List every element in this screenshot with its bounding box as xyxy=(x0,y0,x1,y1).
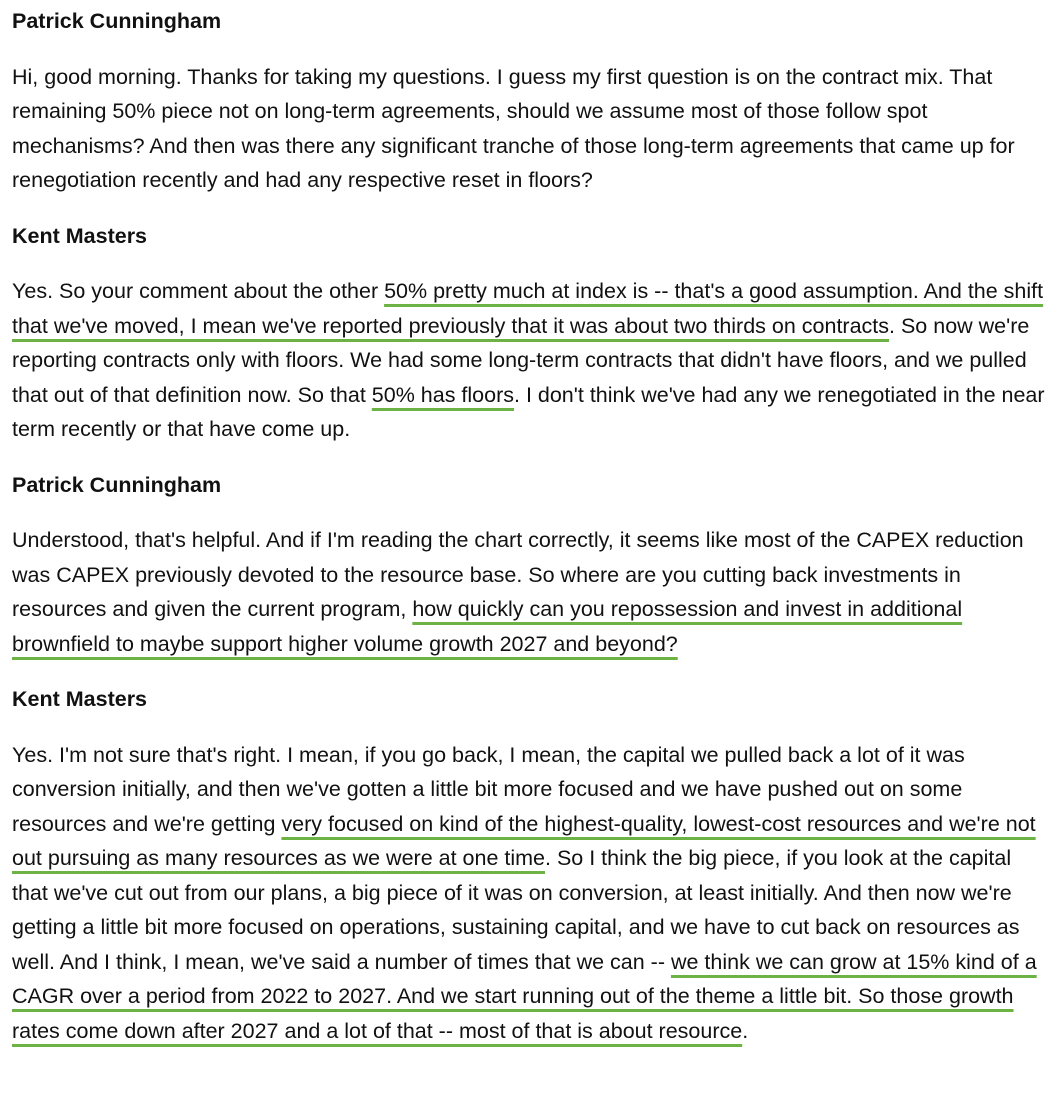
transcript-block xyxy=(12,468,1052,662)
highlighted-text: how quickly can you repossession and invest in additional brownfield to maybe support higher volume growth 2027 and beyond? xyxy=(12,597,963,656)
highlighted-text: 50% has floors xyxy=(371,382,514,407)
transcript-block xyxy=(12,4,1052,198)
highlighted-text: we think we can grow at 15% kind of a CAGR over a period from 2022 to 2027. And we start running out of the theme a little bit. So those growth rates come down after 2027 and a lot of that -- most of that is about resource xyxy=(12,949,1037,1043)
speech-text: Yes. So your comment about the other xyxy=(12,279,385,303)
transcript-block xyxy=(12,219,1052,447)
speaker-name: Patrick Cunningham xyxy=(12,9,222,33)
speech-paragraph xyxy=(12,60,1052,198)
speech-paragraph xyxy=(12,523,1052,661)
speech-text: . So I think the big piece, if you look at the capital that we've cut out from our plans, a big piece of it was on conversion, at least initially. And then now we're getting a little bit more focused on operations, sustaining capital, and we have to cut back on resources as well. And I think, I mean, we've said a number of times that we can -- xyxy=(12,846,1020,974)
transcript-block xyxy=(12,682,1052,1048)
speech-text: . I don't think we've had any we renegotiated in the near term recently or that have come up. xyxy=(12,382,1045,441)
speaker-name: Patrick Cunningham xyxy=(12,472,222,497)
speaker-name: Kent Masters xyxy=(12,687,148,711)
speech-text: Yes. I'm not sure that's right. I mean, if you go back, I mean, the capital we pulled back a lot of it was conversion initially, and then we've gotten a little bit more focused and we have pushed out on some resources and we're getting xyxy=(12,742,965,836)
speech-paragraph xyxy=(12,274,1052,447)
highlighted-text: very focused on kind of the highest-quality, lowest-cost resources and we're not out pursuing as many resources as we were at one time xyxy=(12,811,1036,870)
highlighted-text: 50% pretty much at index is -- that's a good assumption. And the shift that we've moved, I mean we've reported previously that it was about two thirds on contracts xyxy=(12,279,1044,338)
speech-text: . xyxy=(742,1018,749,1043)
speech-text: . So now we're reporting contracts only with floors. We had some long-term contracts that didn't have floors, and we pulled that out of that definition now. So that xyxy=(12,313,1030,407)
speaker-name: Kent Masters xyxy=(12,223,148,248)
speech-text: Understood, that's helpful. And if I'm reading the chart correctly, it seems like most of the CAPEX reduction was CAPEX previously devoted to the resource base. So where are you cutting back investments in resources and given the current program, xyxy=(12,528,1024,621)
speech-text: Hi, good morning. Thanks for taking my questions. I guess my first question is on the contract mix. That remaining 50% piece not on long-term agreements, should we assume most of those follow spot mechanisms? And then was there any significant tranche of those long-term agreements that came up for renegotiation recently and had any respective reset in floors? xyxy=(12,64,1015,192)
speech-paragraph xyxy=(12,738,1052,1049)
